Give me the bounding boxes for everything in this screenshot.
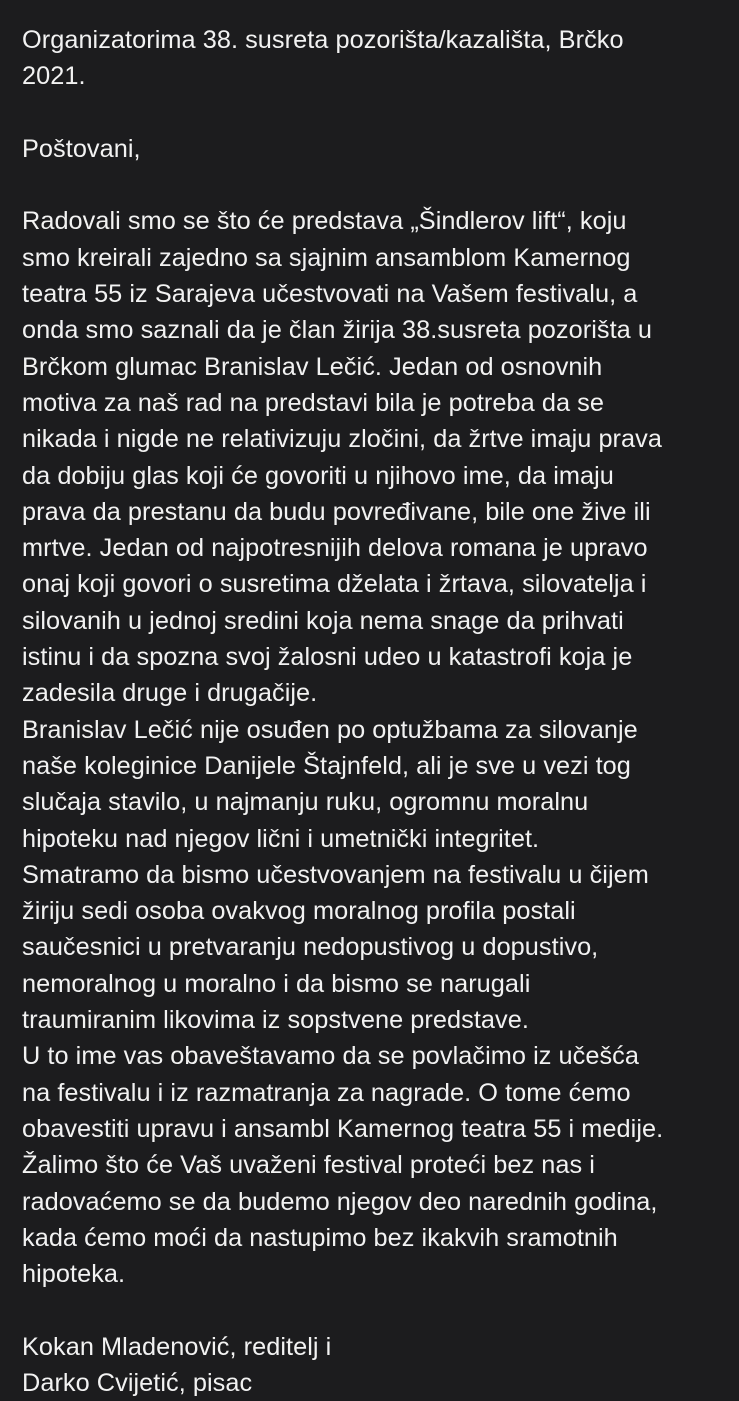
paragraph-line: motiva za naš rad na predstavi bila je potreba da se xyxy=(22,388,604,417)
paragraph-line: onda smo saznali da je član žirija 38.susreta pozorišta u xyxy=(22,316,652,345)
paragraph-line: slučaja stavilo, u najmanju ruku, ogromnu moralnu xyxy=(22,788,589,817)
paragraph-line: Žalimo što će Vaš uvaženi festival proteći bez nas i xyxy=(22,1151,595,1180)
paragraph-line: naše koleginice Danijele Štajnfeld, ali je sve u vezi tog xyxy=(22,751,631,780)
paragraph-line: istinu i da spozna svoj žalosni udeo u katastrofi koja je xyxy=(22,643,633,672)
paragraph-line: nikada i nigde ne relativizuju zločini, da žrtve imaju prava xyxy=(22,425,662,454)
paragraph-line: teatra 55 iz Sarajeva učestvovati na Vašem festivalu, a xyxy=(22,280,638,309)
header-line: Organizatorima 38. susreta pozorišta/kazališta, Brčko xyxy=(22,26,624,54)
paragraph-line: radovaćemo se da budemo njegov deo narednih godina, xyxy=(22,1187,658,1216)
blank-line xyxy=(22,1292,729,1328)
paragraph-line: U to ime vas obaveštavamo da se povlačimo iz učešća xyxy=(22,1042,639,1071)
paragraph-line: onaj koji govori o susretima dželata i žrtava, silovatelja i xyxy=(22,570,647,599)
paragraph-line: smo kreirali zajedno sa sjajnim ansamblom Kamernog xyxy=(22,243,631,272)
paragraph-line: obavestiti upravu i ansambl Kamernog teatra 55 i medije. xyxy=(22,1114,664,1143)
paragraph-line: hipoteku nad njegov lični i umetnički integritet. xyxy=(22,824,540,853)
signature xyxy=(22,1329,729,1401)
paragraph-line: Radovali smo se što će predstava „Šindlerov lift“, koju xyxy=(22,207,627,236)
paragraph-4 xyxy=(22,1038,729,1292)
paragraph-line: mrtve. Jedan od najpotresnijih delova romana je upravo xyxy=(22,534,648,563)
paragraph-line: prava da prestanu da budu povređivane, bile one žive ili xyxy=(22,497,651,526)
paragraph-1 xyxy=(22,203,729,711)
blank-line xyxy=(22,95,729,131)
paragraph-line: kada ćemo moći da nastupimo bez ikakvih sramotnih xyxy=(22,1223,618,1252)
paragraph-line: nemoralnog u moralno i da bismo se narugali xyxy=(22,969,531,998)
paragraph-line: silovanih u jednoj sredini koja nema snage da prihvati xyxy=(22,606,624,635)
paragraph-line: saučesnici u pretvaranju nedopustivog u dopustivo, xyxy=(22,933,599,962)
paragraph-line: hipoteka. xyxy=(22,1260,126,1289)
signature-line: Darko Cvijetić, pisac xyxy=(22,1368,253,1397)
paragraph-2 xyxy=(22,712,729,857)
message-header xyxy=(22,22,729,95)
paragraph-line: na festivalu i iz razmatranja za nagrade. O tome ćemo xyxy=(22,1078,631,1107)
greeting: Poštovani, xyxy=(22,134,141,163)
paragraph-line: Branislav Lečić nije osuđen po optužbama za silovanje xyxy=(22,715,638,744)
signature-line: Kokan Mladenović, reditelj i xyxy=(22,1332,332,1361)
blank-line xyxy=(22,167,729,203)
header-line: 2021. xyxy=(22,62,86,91)
paragraph-line: traumiranim likovima iz sopstvene predstave. xyxy=(22,1006,529,1035)
paragraph-line: da dobiju glas koji će govoriti u njihovo ime, da imaju xyxy=(22,461,614,490)
paragraph-line: zadesila druge i drugačije. xyxy=(22,679,318,708)
paragraph-line: Brčkom glumac Branislav Lečić. Jedan od osnovnih xyxy=(22,352,603,381)
paragraph-line: Smatramo da bismo učestvovanjem na festivalu u čijem xyxy=(22,860,649,889)
paragraph-line: žiriju sedi osoba ovakvog moralnog profila postali xyxy=(22,897,576,926)
paragraph-3 xyxy=(22,857,729,1038)
